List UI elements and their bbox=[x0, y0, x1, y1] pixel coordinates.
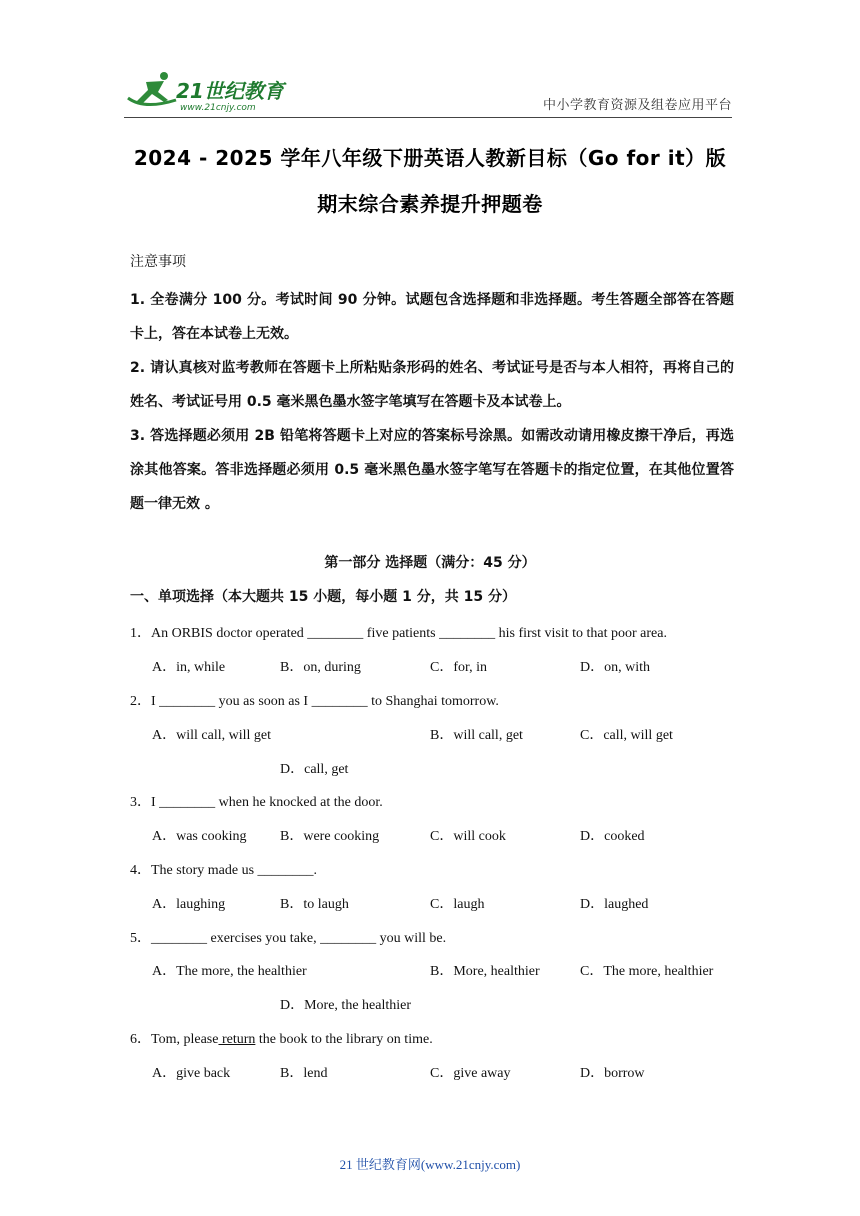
question-6-option-b: B．lend bbox=[280, 1066, 328, 1081]
question-6-stem bbox=[130, 1028, 433, 1048]
note-item-3: 3. 答选择题必须用 2B 铅笔将答题卡上对应的答案标号涂黑。如需改动请用橡皮擦干净后，再选涂其他答案。答非选择题必须用 0.5 毫米黑色墨水签字笔写在答题卡的指定位置，在其他位置答题一律无效 。 bbox=[130, 428, 734, 512]
page-header bbox=[124, 70, 732, 114]
question-2-option-d: D．call, get bbox=[280, 762, 349, 777]
question-1-option-d: D．on, with bbox=[580, 660, 650, 675]
question-1-stem: 1．An ORBIS doctor operated ________ five patients ________ his first visit to that poor area. bbox=[130, 626, 667, 641]
platform-name: 中小学教育资源及组卷应用平台 bbox=[542, 98, 732, 113]
question-4-option-c: C．laugh bbox=[430, 897, 485, 912]
question-2-option-b: B．will call, get bbox=[430, 728, 523, 743]
question-2-option-a: A．will call, will get bbox=[152, 728, 271, 743]
21cnjy-logo bbox=[124, 70, 294, 114]
exam-title-line2: 期末综合素养提升押题卷 bbox=[317, 192, 543, 216]
exam-title-line1: 2024 - 2025 学年八年级下册英语人教新目标（Go for it）版 bbox=[133, 146, 727, 170]
question-6-stem-post: the book to the library on time. bbox=[255, 1032, 433, 1047]
section-title: 第一部分 选择题（满分：45 分） bbox=[324, 555, 536, 571]
question-6-stem-pre: 6．Tom, please bbox=[130, 1032, 219, 1047]
question-6-option-c: C．give away bbox=[430, 1066, 511, 1081]
question-5-option-c: C．The more, healthier bbox=[580, 964, 714, 979]
question-4-option-b: B．to laugh bbox=[280, 897, 349, 912]
question-2-option-c: C．call, will get bbox=[580, 728, 673, 743]
question-3-option-c: C．will cook bbox=[430, 829, 506, 844]
question-4-stem: 4．The story made us ________. bbox=[130, 863, 318, 878]
note-item-2: 2. 请认真核对监考教师在答题卡上所粘贴条形码的姓名、考试证号是否与本人相符，再将自己的姓名、考试证号用 0.5 毫米黑色墨水签字笔填写在答题卡及本试卷上。 bbox=[130, 360, 734, 410]
question-3-option-b: B．were cooking bbox=[280, 829, 380, 844]
question-1-option-c: C．for, in bbox=[430, 660, 487, 675]
question-4-option-d: D．laughed bbox=[580, 897, 649, 912]
question-5-option-d: D．More, the healthier bbox=[280, 998, 412, 1013]
question-6-option-a: A．give back bbox=[152, 1066, 231, 1081]
header-divider bbox=[124, 117, 732, 118]
question-6-underlined-word: return bbox=[218, 1032, 256, 1047]
question-2-stem: 2．I ________ you as soon as I ________ to Shanghai tomorrow. bbox=[130, 694, 499, 709]
page-footer[interactable]: 21 世纪教育网(www.21cnjy.com) bbox=[339, 1157, 521, 1172]
question-3-option-d: D．cooked bbox=[580, 829, 645, 844]
question-1-option-a: A．in, while bbox=[152, 660, 226, 675]
part-heading: 一、单项选择（本大题共 15 小题，每小题 1 分，共 15 分） bbox=[130, 589, 516, 605]
svg-text:21世纪教育: 21世纪教育 bbox=[176, 79, 284, 103]
notes-section bbox=[130, 250, 734, 521]
question-6-option-d: D．borrow bbox=[580, 1066, 645, 1081]
question-5-stem: 5．________ exercises you take, ________ you will be. bbox=[130, 931, 447, 946]
question-5-option-b: B．More, healthier bbox=[430, 964, 540, 979]
note-item-1: 1. 全卷满分 100 分。考试时间 90 分钟。试题包含选择题和非选择题。考生答题全部答在答题卡上，答在本试卷上无效。 bbox=[130, 292, 734, 342]
question-3-stem: 3．I ________ when he knocked at the door. bbox=[130, 795, 383, 810]
notes-heading: 注意事项 bbox=[130, 254, 186, 270]
question-5-option-a: A．The more, the healthier bbox=[152, 964, 307, 979]
svg-text:www.21cnjy.com: www.21cnjy.com bbox=[180, 103, 256, 113]
question-3-option-a: A．was cooking bbox=[152, 829, 247, 844]
question-4-option-a: A．laughing bbox=[152, 897, 226, 912]
question-1-option-b: B．on, during bbox=[280, 660, 361, 675]
